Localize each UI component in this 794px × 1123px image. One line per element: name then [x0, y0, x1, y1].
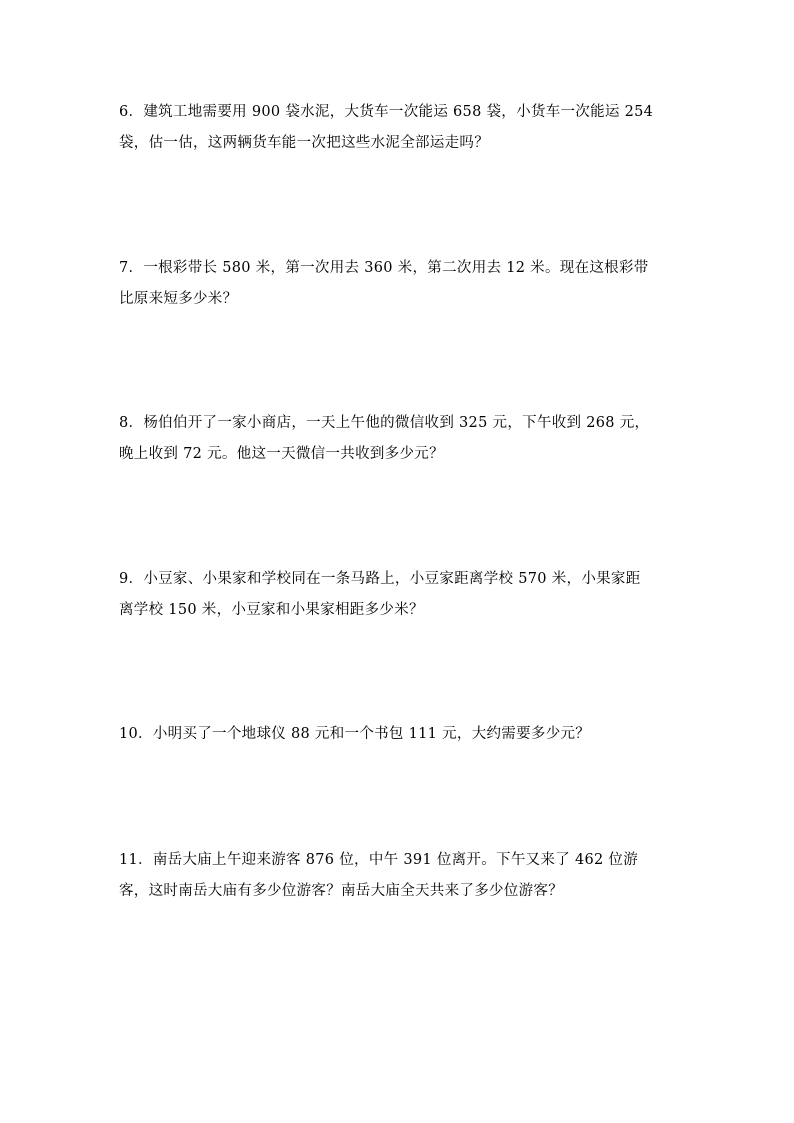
problem-9-line-2: 离学校 150 米，小豆家和小果家相距多少米？ — [119, 602, 424, 618]
problem-10 — [119, 719, 679, 750]
problem-11-line-2: 客，这时南岳大庙有多少位游客？南岳大庙全天共来了多少位游客？ — [119, 883, 563, 899]
problem-9 — [119, 564, 679, 626]
problem-7-line-1: 7．一根彩带长 580 米，第一次用去 360 米，第二次用去 12 米。现在这根彩带 — [119, 260, 649, 276]
problem-10-line-1: 10．小明买了一个地球仪 88 元和一个书包 111 元，大约需要多少元？ — [119, 726, 591, 742]
problem-6 — [119, 97, 679, 159]
problem-7 — [119, 253, 679, 315]
problem-8-line-1: 8．杨伯伯开了一家小商店，一天上午他的微信收到 325 元，下午收到 268 元， — [119, 415, 650, 431]
problem-8-line-2: 晚上收到 72 元。他这一天微信一共收到多少元？ — [119, 446, 444, 462]
problem-6-line-2: 袋，估一估，这两辆货车能一次把这些水泥全部运走吗？ — [119, 135, 489, 151]
problem-11 — [119, 845, 679, 907]
problem-8 — [119, 408, 679, 470]
problem-6-line-1: 6．建筑工地需要用 900 袋水泥，大货车一次能运 658 袋，小货车一次能运 254 — [119, 104, 654, 120]
problem-11-line-1: 11．南岳大庙上午迎来游客 876 位，中午 391 位离开。下午又来了 462 位游 — [119, 852, 639, 868]
problem-9-line-1: 9．小豆家、小果家和学校同在一条马路上，小豆家距离学校 570 米，小果家距 — [119, 571, 641, 587]
problem-7-line-2: 比原来短多少米？ — [119, 291, 238, 307]
